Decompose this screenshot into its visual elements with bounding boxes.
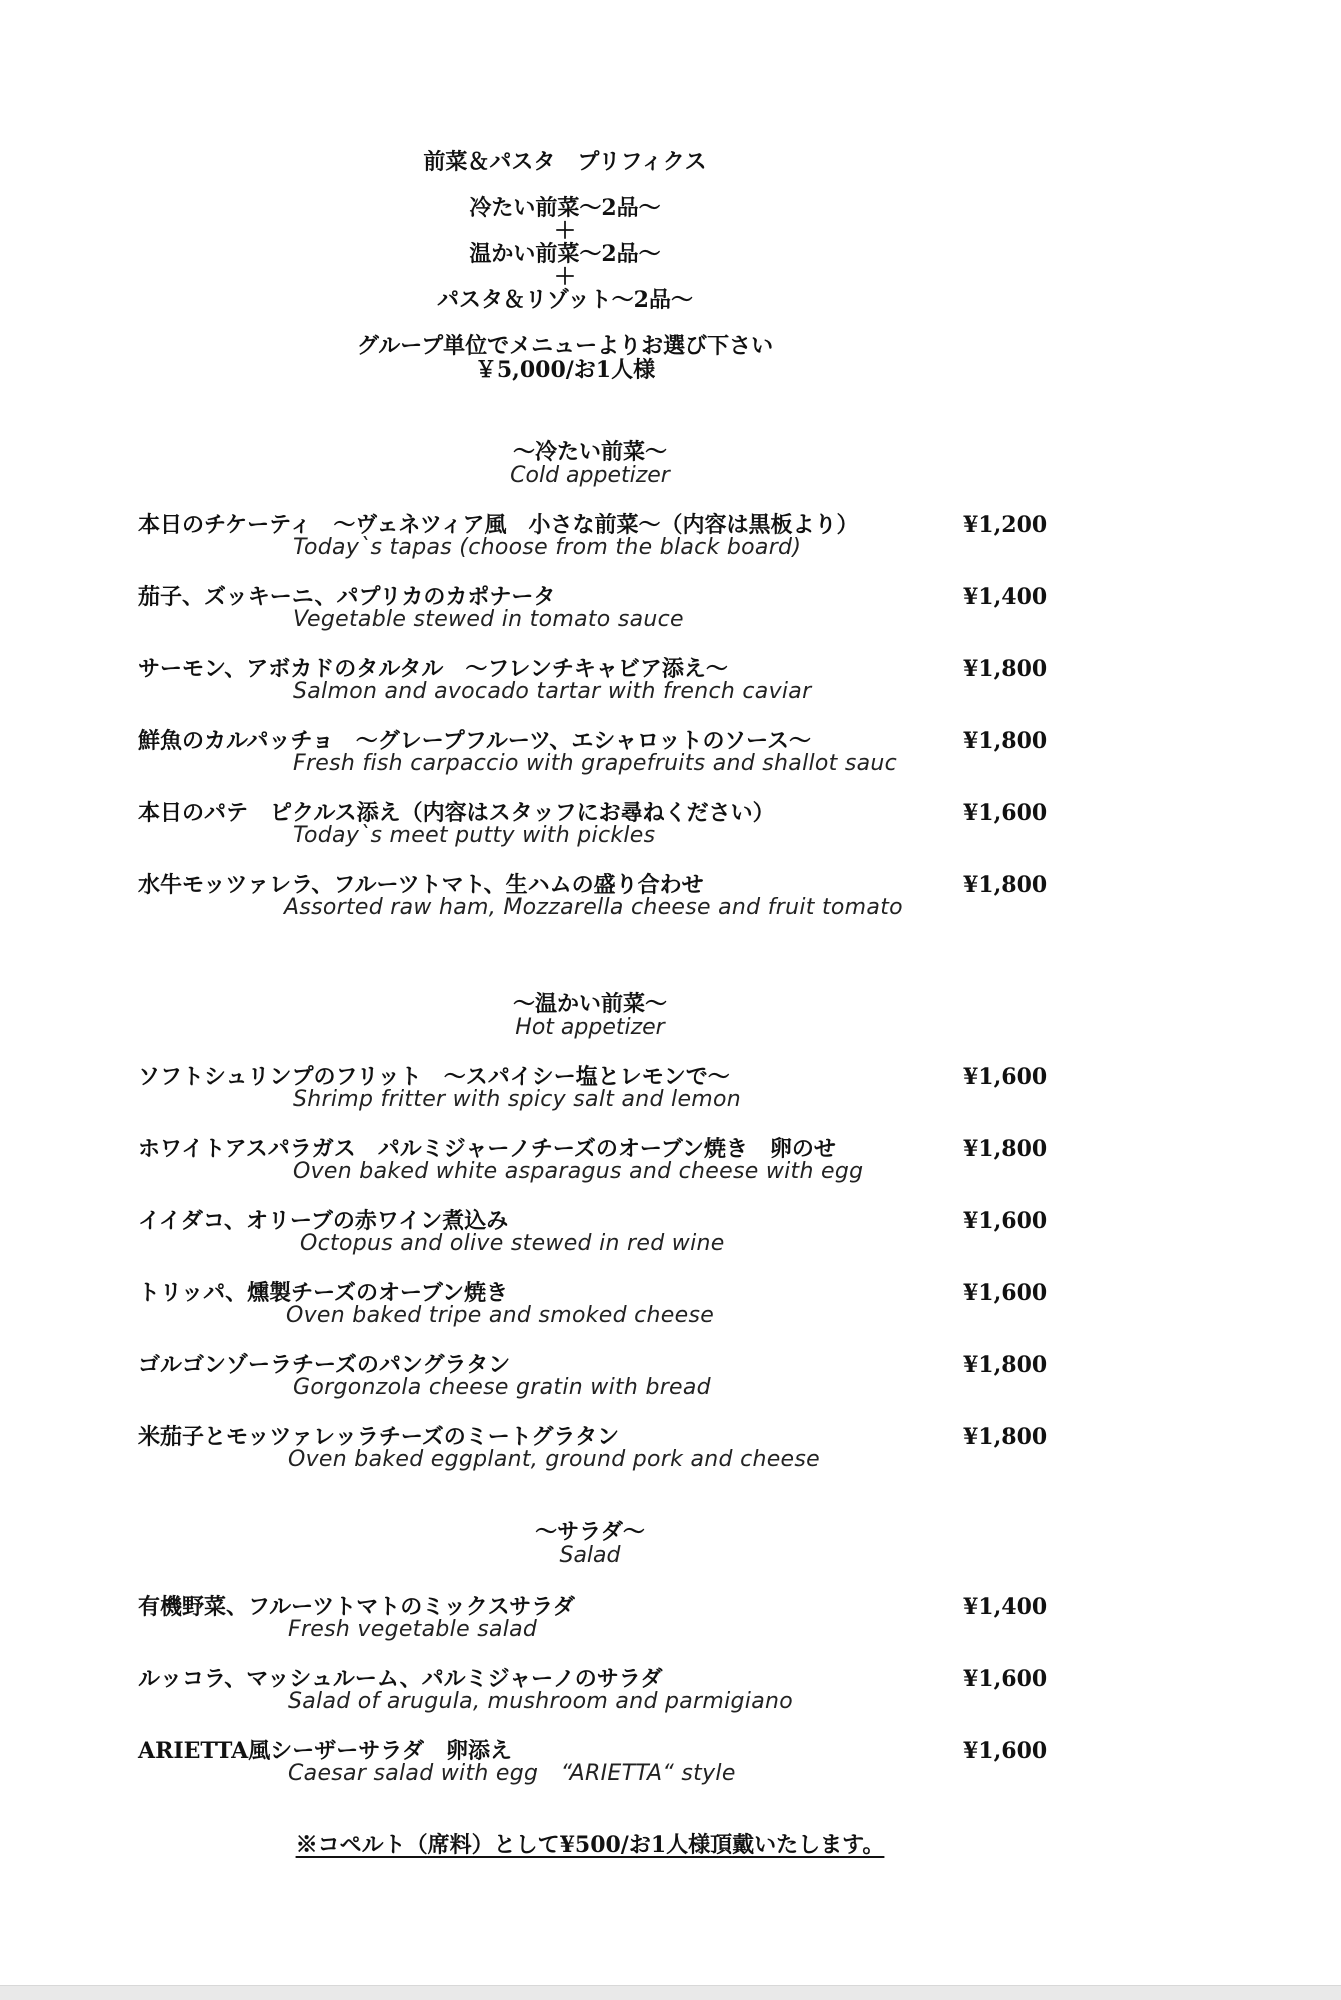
menu-title: 前菜＆パスタ プリフィクス	[423, 149, 707, 175]
menu-item	[138, 728, 1048, 788]
item-price: ¥1,800	[963, 1136, 1048, 1162]
item-name-jp: 水牛モッツァレラ、フルーツトマト、生ハムの盛り合わせ	[138, 872, 704, 898]
section-subtitle-salad: Salad	[559, 1543, 621, 1568]
item-name-jp: ホワイトアスパラガス パルミジャーノチーズのオーブン焼き 卵のせ	[138, 1136, 836, 1162]
item-name-jp: 本日のチケーティ ～ヴェネツィア風 小さな前菜～（内容は黒板より）	[138, 512, 859, 538]
section-title-salad: ～サラダ～	[535, 1519, 645, 1545]
item-name-jp: 茄子、ズッキーニ、パプリカのカポナータ	[138, 584, 556, 610]
group-selection-note: グループ単位でメニューよりお選び下さい	[356, 333, 774, 359]
cover-charge-note	[0, 1832, 1180, 1858]
item-name-en: Salmon and avocado tartar with french caviar	[293, 679, 812, 704]
item-name-jp: ゴルゴンゾーラチーズのパングラタン	[138, 1352, 511, 1378]
menu-item	[138, 1352, 1048, 1412]
menu-item	[138, 584, 1048, 644]
item-name-jp: ソフトシュリンプのフリット ～スパイシー塩とレモンで～	[138, 1064, 730, 1090]
item-name-jp: イイダコ、オリーブの赤ワイン煮込み	[138, 1208, 509, 1234]
course-price: ￥5,000/お1人様	[474, 357, 656, 383]
item-name-en: Today`s tapas (choose from the black board)	[293, 535, 802, 560]
item-name-jp: ルッコラ、マッシュルーム、パルミジャーノのサラダ	[138, 1666, 663, 1692]
item-price: ¥1,200	[963, 512, 1048, 538]
section-title-hot: ～温かい前菜～	[512, 991, 667, 1017]
item-name-jp: 本日のパテ ピクルス添え（内容はスタッフにお尋ねください）	[138, 800, 775, 826]
item-price: ¥1,800	[963, 1352, 1048, 1378]
item-name-en: Octopus and olive stewed in red wine	[300, 1231, 725, 1256]
menu-item	[138, 512, 1048, 572]
page-bottom-edge	[0, 1985, 1341, 2000]
item-price: ¥1,800	[963, 872, 1048, 898]
item-name-en: Caesar salad with egg “ARIETTA“ style	[288, 1761, 736, 1786]
item-name-en: Fresh vegetable salad	[288, 1617, 538, 1642]
item-name-en: Today`s meet putty with pickles	[293, 823, 656, 848]
item-name-en: Gorgonzola cheese gratin with bread	[293, 1375, 711, 1400]
item-name-en: Assorted raw ham, Mozzarella cheese and fruit tomato	[284, 895, 903, 920]
menu-item	[138, 656, 1048, 716]
plus-sign: ＋	[553, 218, 576, 244]
item-price: ¥1,400	[963, 1594, 1048, 1620]
item-name-en: Fresh fish carpaccio with grapefruits and shallot sauc	[293, 751, 898, 776]
item-name-en: Oven baked white asparagus and cheese with egg	[293, 1159, 864, 1184]
course-cold-appetizer: 冷たい前菜～2品～	[469, 195, 661, 221]
item-name-en: Vegetable stewed in tomato sauce	[293, 607, 684, 632]
menu-item	[138, 1064, 1048, 1124]
item-name-en: Oven baked tripe and smoked cheese	[286, 1303, 715, 1328]
item-price: ¥1,400	[963, 584, 1048, 610]
menu-item	[138, 800, 1048, 860]
item-price: ¥1,600	[963, 800, 1048, 826]
item-price: ¥1,600	[963, 1064, 1048, 1090]
menu-item	[138, 872, 1048, 932]
item-name-en: Oven baked eggplant, ground pork and cheese	[288, 1447, 820, 1472]
item-name-jp: 鮮魚のカルパッチョ ～グレープフルーツ、エシャロットのソース～	[138, 728, 811, 754]
item-name-jp: サーモン、アボカドのタルタル ～フレンチキャビア添え～	[138, 656, 728, 682]
item-name-jp: ARIETTA風シーザーサラダ 卵添え	[138, 1738, 513, 1764]
item-price: ¥1,800	[963, 1424, 1048, 1450]
section-subtitle-hot: Hot appetizer	[515, 1015, 665, 1040]
menu-item	[138, 1666, 1048, 1726]
menu-item	[138, 1424, 1048, 1484]
item-price: ¥1,600	[963, 1738, 1048, 1764]
item-price: ¥1,800	[963, 728, 1048, 754]
item-name-en: Shrimp fritter with spicy salt and lemon	[293, 1087, 742, 1112]
cover-charge-text: ※コペルト（席料）として¥500/お1人様頂戴いたします。	[295, 1832, 885, 1858]
item-name-jp: トリッパ、燻製チーズのオーブン焼き	[138, 1280, 509, 1306]
item-price: ¥1,600	[963, 1666, 1048, 1692]
item-price: ¥1,600	[963, 1280, 1048, 1306]
menu-item	[138, 1136, 1048, 1196]
course-pasta-risotto: パスタ＆リゾット～2品～	[437, 287, 693, 313]
section-title-cold: ～冷たい前菜～	[512, 439, 667, 465]
item-price: ¥1,800	[963, 656, 1048, 682]
item-price: ¥1,600	[963, 1208, 1048, 1234]
item-name-jp: 有機野菜、フルーツトマトのミックスサラダ	[138, 1594, 575, 1620]
menu-item	[138, 1738, 1048, 1798]
menu-item	[138, 1280, 1048, 1340]
menu-item	[138, 1594, 1048, 1654]
course-hot-appetizer: 温かい前菜～2品～	[469, 241, 661, 267]
plus-sign: ＋	[553, 264, 576, 290]
section-subtitle-cold: Cold appetizer	[510, 463, 670, 488]
menu-item	[138, 1208, 1048, 1268]
item-name-en: Salad of arugula, mushroom and parmigiano	[288, 1689, 794, 1714]
prix-fixe-header	[0, 150, 1130, 382]
item-name-jp: 米茄子とモッツァレッラチーズのミートグラタン	[138, 1424, 620, 1450]
